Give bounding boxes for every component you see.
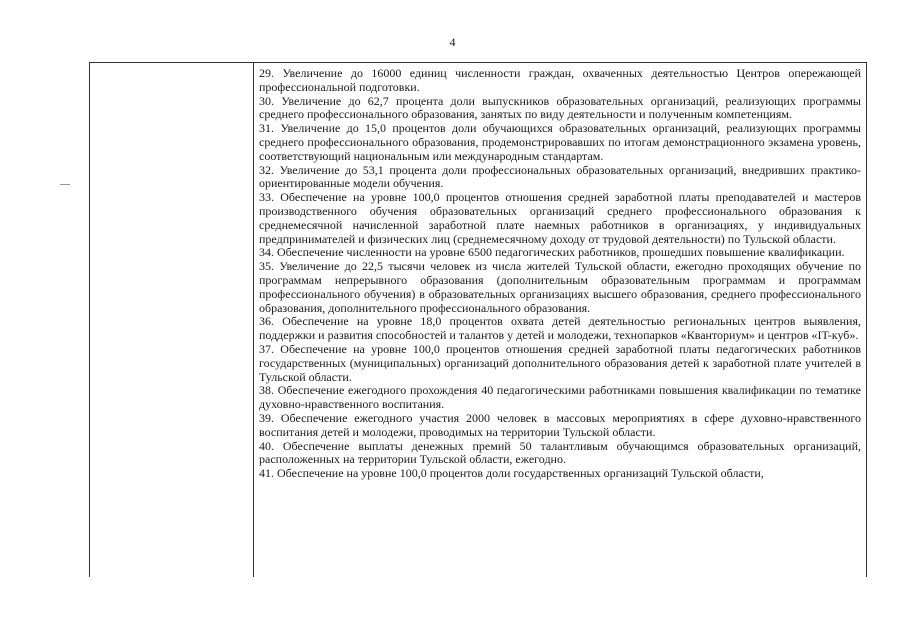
list-item-34: 34. Обеспечение численности на уровне 6500 педагогических работников, прошедших повышение квалификации. (259, 245, 845, 260)
list-item-30: 30. Увеличение до 62,7 процента доли выпускников образовательных организаций, реализующих программы среднего профессионального образования, занятых по виду деятельности и полученным компетенциям. (259, 93, 861, 122)
list-item-38: 38. Обеспечение ежегодного прохождения 40 педагогическими работниками повышения квалификации по тематике духовно-нравственного воспитания. (259, 383, 861, 412)
scan-artifact-mark (60, 184, 70, 185)
list-item-35: 35. Увеличение до 22,5 тысячи человек из числа жителей Тульской области, ежегодно проходящих обучение по программам непрерывного образования (дополнительным образовательным программам и программам профессионального обучения) в образовательных организациях высшего образования, среднего профессионального образования, дополнительного профессионального образования. (259, 259, 861, 315)
list-item-39: 39. Обеспечение ежегодного участия 2000 человек в массовых мероприятиях в сфере духовно-нравственного воспитания детей и молодежи, проводимых на территории Тульской области. (259, 410, 861, 439)
page-number: 4 (449, 35, 456, 49)
list-item-32: 32. Увеличение до 53,1 процента доли профессиональных образовательных организаций, внедривших практико-ориентированные модели обучения. (259, 162, 861, 191)
table-left-column (90, 63, 254, 577)
list-item-41: 41. Обеспечение на уровне 100,0 процентов доли государственных организаций Тульской области, (259, 466, 764, 481)
list-item-31: 31. Увеличение до 15,0 процентов доли обучающихся образовательных организаций, реализующих программы среднего профессионального образования, продемонстрировавших по итогам демонстрационного экзамена уровень, соответствующий национальным или международным стандартам. (259, 121, 861, 163)
list-item-33: 33. Обеспечение на уровне 100,0 процентов отношения средней заработной платы преподавателей и мастеров производственного обучения образовательных организаций среднего профессионального образования к среднемесячной начисленной заработной плате наемных работников в организациях, у индивидуальных предпринимателей и физических лиц (среднемесячному доходу от трудовой деятельности) по Тульской области. (259, 190, 861, 246)
list-item-40: 40. Обеспечение выплаты денежных премий 50 талантливым обучающимся образовательных организаций, расположенных на территории Тульской области, ежегодно. (259, 438, 861, 467)
list-item-37: 37. Обеспечение на уровне 100,0 процентов отношения средней заработной платы педагогических работников государственных (муниципальных) организаций дополнительного образования детей к заработной плате учителей в Тульской области. (259, 341, 861, 384)
list-item-36: 36. Обеспечение на уровне 18,0 процентов охвата детей деятельностью региональных центров выявления, поддержки и развития способностей и талантов у детей и молодежи, технопарков «Кванториум» и центров «IT-куб». (259, 314, 861, 343)
table-right-column (254, 63, 866, 481)
document-table (89, 62, 867, 577)
list-item-29: 29. Увеличение до 16000 единиц численности граждан, охваченных деятельностью Центров опережающей профессиональной подготовки. (259, 66, 861, 94)
